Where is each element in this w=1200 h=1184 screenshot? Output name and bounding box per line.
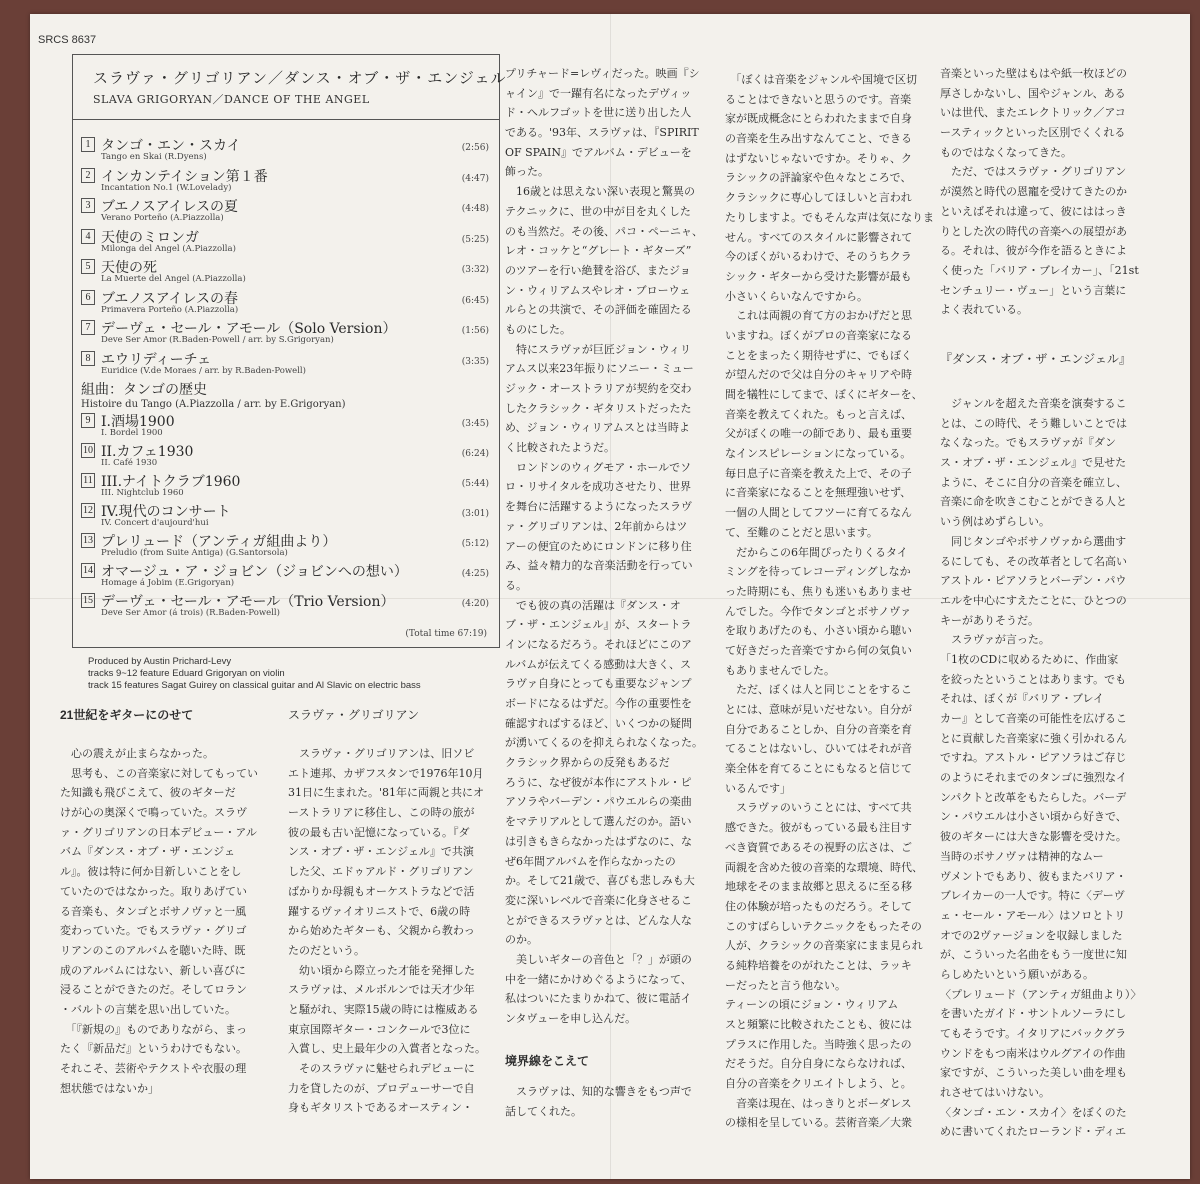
text-line: てもそうです。イタリアにバックグラ: [940, 1027, 1127, 1040]
text-line: 〈タンゴ・エン・スカイ〉をぼくのた: [940, 1105, 1127, 1119]
track-subtitle: Preludio (from Suite Antiga) (G.Santorsola): [101, 548, 288, 558]
text-line: ン・ウィリアムスやレオ・ブローウェ: [505, 283, 691, 297]
track-duration: (2:56): [461, 143, 489, 153]
text-line: ロ・リサイタルを成功させたり、世界: [505, 480, 692, 494]
text-line: らしめたいという願いがある。: [940, 967, 1094, 981]
track-title: II.カフェ1930: [101, 444, 194, 460]
text-line: ル』。彼は特に何か目新しいことをし: [60, 865, 242, 879]
text-line: べき資質であるその視野の広さは、ご: [725, 840, 912, 854]
text-line: が、こういった名曲をもう一度世に知: [940, 948, 1127, 962]
text-line: シック・ギターから受けた影響が最も: [725, 269, 912, 283]
text-line: 話してくれた。: [505, 1104, 582, 1118]
track-subtitle: I. Bordel 1900: [101, 428, 163, 438]
track-number: 11: [81, 473, 95, 488]
track-title: タンゴ・エン・スカイ: [101, 138, 241, 154]
essay-column-2: [288, 744, 486, 1118]
track-duration: (1:56): [461, 326, 489, 336]
text-line: に音楽家になることを無理強いせず、: [725, 486, 912, 500]
track-title: デーヴェ・セール・アモール（Trio Version）: [101, 594, 395, 610]
text-line: て好きだった音楽ですから何の気負い: [725, 643, 912, 657]
track-subtitle: II. Café 1930: [101, 458, 158, 468]
artist-heading: スラヴァ・グリゴリアン: [288, 708, 420, 722]
track-subtitle: Primavera Porteño (A.Piazzolla): [101, 304, 239, 315]
text-line: ラシックの評論家や色々なところで、: [725, 171, 912, 185]
text-line: てることはないし、ひいてはそれが音: [725, 742, 912, 756]
text-line: だからこの6年間ぴったりくるタイ: [725, 545, 908, 559]
text-line: した父、エドゥアルド・グリゴリアン: [288, 865, 474, 879]
text-line: 飾った。: [505, 165, 549, 179]
text-line: 「ぼくは音楽をジャンルや国境で区切: [725, 73, 918, 86]
section-heading-dance: 『ダンス・オブ・ザ・エンジェル』: [940, 352, 1131, 366]
track-duration: (3:45): [461, 419, 489, 429]
text-line: いは世代、またエレクトリック／アコ: [940, 106, 1126, 120]
section-heading-border: 境界線をこえて: [505, 1054, 590, 1068]
track-title: インカンテイション第１番: [101, 168, 268, 185]
text-line: 確認すればするほど、いくつかの疑問: [505, 716, 692, 730]
text-line: センチュリー・ヴュー」という言葉に: [940, 283, 1127, 297]
essay-column-3-tail: [505, 1082, 692, 1121]
text-line: のか。: [505, 933, 538, 947]
text-line: クラシック界からの反発もあるだ: [505, 756, 670, 770]
track-row: [81, 501, 491, 529]
text-line: テクニックに、世の中が目を丸くした: [505, 204, 691, 218]
text-line: ーストラリアに移住し、この時の旅が: [288, 806, 475, 820]
text-line: アソラやバーデン・パウエルらの楽曲: [505, 795, 692, 809]
text-line: ァ・グリゴリアンは、2年前からはツ: [505, 519, 688, 533]
text-line: リアンのこのアルバムを聴いた時、既: [60, 943, 246, 957]
text-line: よく表れている。: [940, 303, 1028, 317]
text-line: ェ・セール・アモール〉はソロとトリ: [940, 908, 1126, 922]
track-title: III.ナイトクラブ1960: [101, 474, 241, 490]
text-line: 彼の最も古い記憶になっている。『ダ: [288, 825, 470, 839]
text-line: スラヴァ・グリゴリアンは、旧ソビ: [288, 747, 475, 760]
track-row: [81, 196, 491, 224]
text-line: 音楽といった壁はもはや紙一枚ほどの: [940, 67, 1127, 80]
track-row: [81, 288, 491, 316]
text-line: 私はついにたまりかねて、彼に電話イ: [505, 992, 692, 1006]
track-number: 12: [83, 505, 93, 516]
text-line: ばかりか母親もオーケストラなどで活: [288, 884, 475, 898]
text-line: 力を貸したのが、プロデューサーで自: [288, 1081, 475, 1095]
track-row: [81, 135, 491, 163]
text-line: いるんです」: [725, 781, 791, 795]
text-line: 美しいギターの音色と「？」が頭の: [505, 952, 692, 966]
text-line: とは、この時代、そう難しいことでは: [940, 416, 1127, 430]
text-line: ス・オブ・ザ・エンジェル』で見せた: [940, 456, 1127, 470]
text-line: を絞ったということはあります。でも: [940, 672, 1127, 686]
track-number: 6: [81, 290, 95, 305]
text-line: たりしますよ。でもそんな声は気になりま: [725, 210, 934, 224]
text-line: カー』として音楽の可能性を広げるこ: [940, 712, 1127, 725]
text-line: 両親を含めた彼の音楽的な環境、時代、: [725, 860, 923, 874]
text-line: ろうに、なぜ彼が本作にアストル・ピ: [505, 775, 692, 789]
track-row: [81, 166, 491, 194]
text-line: ・バルトの言葉を思い出していた。: [60, 1002, 236, 1016]
text-line: 31日に生まれた。'81年に両親と共にオ: [288, 786, 485, 800]
text-line: 感できた。彼がもっている最も注目す: [725, 821, 912, 835]
text-line: 音楽は現在、はっきりとボーダレス: [725, 1096, 912, 1110]
text-line: それは、ぼくが『バリア・ブレイ: [940, 692, 1105, 706]
text-line: 「『新規の』ものでありながら、まっ: [60, 1022, 247, 1036]
text-line: もありませんでした。: [725, 663, 835, 677]
text-line: 浸ることができたのだ。そしてロラン: [60, 983, 247, 997]
track-title: オマージュ・ア・ジョビン（ジョビンへの想い）: [101, 564, 408, 580]
text-line: したクラシック・ギタリストだったた: [505, 401, 692, 415]
text-line: は引きもきらなかったはずなのに、な: [505, 834, 692, 848]
text-line: 同じタンゴやボサノヴァから選曲す: [940, 534, 1127, 548]
text-line: 中を一緒にかけめぐるようになって、: [505, 972, 692, 986]
text-line: をマテリアルとして選んだのか。語い: [505, 815, 692, 829]
text-line: ることはできないと思うのです。音楽: [725, 92, 912, 106]
text-line: 身もギタリストであるオースティン・: [288, 1101, 474, 1115]
text-line: の様相を呈している。芸術音楽／大衆: [725, 1116, 912, 1130]
text-line: った時期にも、焦りも迷いもありませ: [725, 584, 912, 598]
text-line: である。'93年、スラヴァは、『SPIRIT: [505, 126, 699, 140]
text-line: る純粋培養をのがれたことは、ラッキ: [725, 958, 912, 972]
text-line: を取りあげたのも、小さい頃から聴い: [725, 624, 912, 638]
text-line: ボードになるはずだ。今作の重要性を: [505, 697, 692, 710]
text-line: 当時のボサノヴァは精神的なムー: [940, 849, 1104, 863]
text-line: ラヴァ自身にとっても重要なジャンプ: [505, 677, 692, 691]
track-duration: (5:12): [461, 539, 489, 549]
track-number: 3: [81, 198, 95, 213]
track-duration: (6:24): [461, 449, 489, 459]
text-line: キーがありそうだ。: [940, 613, 1039, 627]
text-line: とができるスラヴァとは、どんな人な: [505, 913, 692, 927]
track-duration: (5:44): [461, 479, 489, 489]
text-line: なインスピレーションになっている。: [725, 447, 912, 461]
track-title: IV.現代のコンサート: [101, 504, 231, 520]
text-line: ースティックといった区別でくくれる: [940, 126, 1126, 140]
text-line: が湧いてくるのを抑えられなくなった。: [505, 736, 703, 750]
text-line: 入賞し、史上最年少の入賞者となった。: [288, 1042, 486, 1056]
text-line: 人が、クラシックの音楽家にまま見られ: [725, 939, 923, 953]
text-line: ぜ6年間アルバムを作らなかったの: [505, 854, 676, 868]
production-credits: [88, 656, 421, 692]
essay-column-5-bottom: [940, 394, 1141, 1142]
text-line: たのだという。: [288, 943, 365, 957]
text-line: 東京国際ギター・コンクールで3位に: [288, 1022, 471, 1036]
catalog-number: SRCS 8637: [38, 34, 97, 46]
text-line: んでした。今作でタンゴとボサノヴァ: [725, 604, 912, 618]
text-line: 自分であることしか、自分の音楽を育: [725, 722, 912, 736]
text-line: ルらとの共演で、その評価を確固たる: [505, 303, 692, 317]
text-line: ルバムが伝えてくる感動は大きく、ス: [505, 657, 692, 671]
track-number: 7: [81, 320, 95, 335]
text-line: ものにした。: [505, 322, 571, 336]
text-line: ン・パウエルは小さい頃から好きで、: [940, 810, 1127, 824]
text-line: 「1枚のCDに収めるために、作曲家: [940, 652, 1119, 666]
text-line: せん。すべてのスタイルに影響されて: [725, 230, 913, 244]
text-line: りとした次の時代の音楽への展望があ: [940, 224, 1127, 238]
track-title: I.酒場1900: [101, 414, 175, 430]
text-line: スラヴァは、メルボルンでは天才少年: [288, 983, 475, 997]
text-line: このすばらしいテクニックをもったその: [725, 919, 922, 933]
text-line: 毎日息子に音楽を教えた上で、その子: [725, 466, 912, 480]
text-line: の音楽を生み出すなんてこと、できる: [725, 132, 912, 146]
suite-title: 組曲：タンゴの歴史: [81, 382, 207, 398]
essay-column-4: [725, 70, 934, 1133]
track-number: 4: [81, 229, 95, 244]
text-line: て、至難のことだと思います。: [725, 525, 878, 539]
track-duration: (3:32): [461, 265, 489, 275]
text-line: ャイン』で一躍有名になったデヴィッ: [505, 86, 692, 100]
text-line: プラスに作用した。当時強く思ったの: [725, 1037, 912, 1051]
text-line: 自分の音楽をクリエイトしよう、と。: [725, 1077, 912, 1091]
track-row: [81, 441, 491, 469]
text-line: レオ・コッケと“グレート・ギターズ”: [505, 244, 692, 258]
text-line: ですね。アストル・ピアソラはご存じ: [940, 751, 1127, 765]
text-line: ンパクトと改革をもたらした。バーデ: [940, 790, 1127, 804]
track-number: 10: [83, 445, 93, 456]
text-line: 小さいくらいなんですから。: [725, 289, 868, 303]
text-line: ンス・オブ・ザ・エンジェル』で共演: [288, 845, 474, 859]
text-line: けが心の奥深くで鳴っていた。スラヴ: [60, 806, 247, 820]
track-row: [81, 591, 491, 619]
track-title: ブエノスアイレスの春: [101, 290, 239, 307]
text-line: といえばそれは違って、彼にははっき: [940, 204, 1127, 218]
credit-line: track 15 features Sagat Guirey on classical guitar and Al Slavic on electric bass: [88, 680, 421, 691]
text-line: それこそ、芸術やテクストや衣服の理: [60, 1062, 247, 1075]
text-line: 躍するヴァイオリニストで、6歳の時: [288, 904, 471, 918]
text-line: 変に深いレベルで音楽に化身させるこ: [505, 893, 692, 907]
track-row: [81, 411, 491, 439]
text-line: とには、意味が見いだせない。自分が: [725, 703, 912, 716]
text-line: 間を犠牲にしてまで、ぼくにギターを、: [725, 388, 923, 401]
track-title: デーヴェ・セール・アモール（Solo Version）: [101, 321, 397, 337]
track-title: エウリディーチェ: [101, 351, 212, 368]
text-line: ド・ヘルフゴットを世に送り出した人: [505, 106, 692, 120]
text-line: いますね。ぼくがプロの音楽家になる: [725, 328, 912, 342]
text-line: はずないじゃないですか。そりゃ、ク: [725, 151, 912, 165]
text-line: ジック・オーストラリアが契約を交わ: [505, 382, 692, 395]
text-line: でも彼の真の活躍は『ダンス・オ: [505, 598, 681, 612]
track-duration: (6:45): [461, 295, 489, 306]
text-line: 〈プレリュード（アンティガ組曲より）〉: [940, 987, 1142, 1001]
text-line: ただ、ぼくは人と同じことをするこ: [725, 683, 912, 697]
track-number: 15: [83, 595, 93, 606]
text-line: 父がぼくの唯一の師であり、最も重要: [725, 427, 912, 441]
text-line: ヴメントでもあり、彼もまたバリア・: [940, 869, 1127, 883]
text-line: る。それは、彼が今作を語るときによ: [940, 244, 1127, 258]
text-line: プリチャード=レヴィだった。映画『シ: [505, 67, 700, 80]
text-line: だそうだ。自分自身にならなければ、: [725, 1057, 912, 1071]
text-line: ものではなくなってきた。: [940, 145, 1072, 159]
text-line: 変わっていた。でもスラヴァ・グリゴ: [60, 924, 247, 938]
text-line: ロンドンのウィグモア・ホールでソ: [505, 460, 692, 474]
text-line: のも当然だ。その後、パコ・ペーニャ、: [505, 224, 703, 238]
text-line: ミングを待ってレコーディングしなか: [725, 565, 911, 579]
essay-column-3: [505, 64, 703, 1029]
title-divider: [73, 119, 499, 120]
text-line: る。: [505, 578, 527, 592]
text-line: 家が既成概念にとらわれたままで自身: [725, 112, 912, 126]
text-line: そのスラヴァに魅せられデビューに: [288, 1062, 475, 1075]
text-line: ただ、ではスラヴァ・グリゴリアン: [940, 165, 1127, 179]
text-line: アストル・ピアソラとバーデン・パウ: [940, 574, 1127, 588]
text-line: エト連邦、カザフスタンで1976年10月: [288, 766, 484, 780]
track-number: 5: [81, 259, 95, 274]
track-subtitle: Tango en Skai (R.Dyens): [101, 152, 207, 162]
text-line: これは両親の育て方のおかげだと思: [725, 309, 912, 323]
track-title: 天使のミロンガ: [101, 229, 199, 246]
track-subtitle: IV. Concert d'aujourd'hui: [101, 518, 209, 528]
text-line: 住の体験が培ったものだろう。そして: [725, 899, 912, 913]
text-line: ティーンの頃にジョン・ウィリアム: [725, 998, 899, 1012]
text-line: とに貢献した音楽家に強く引かれるん: [940, 731, 1127, 745]
text-line: 16歳とは思えない深い表現と驚異の: [505, 185, 695, 199]
track-duration: (4:20): [461, 599, 489, 609]
track-subtitle: La Muerte del Angel (A.Piazzolla): [101, 274, 246, 284]
text-line: バム『ダンス・オブ・ザ・エンジェ: [60, 845, 235, 859]
total-time: (Total time 67:19): [405, 629, 487, 639]
track-row: [81, 471, 491, 499]
track-row: [81, 349, 491, 377]
text-line: 家ですが、こういった美しい曲を埋も: [940, 1066, 1127, 1080]
suite-subtitle: Histoire du Tango (A.Piazzolla / arr. by E.Grigoryan): [81, 399, 346, 410]
track-row: [81, 318, 491, 346]
track-subtitle: Milonga del Angel (A.Piazzolla): [101, 243, 236, 254]
text-line: ように、そこに自分の音楽を確立し、: [940, 475, 1127, 489]
text-line: 成のアルバムにはない、新しい喜びに: [60, 963, 246, 977]
text-line: 思考も、この音楽家に対してもってい: [60, 766, 258, 780]
track-subtitle: Euridice (V.de Moraes / arr. by R.Baden-Powell): [101, 365, 306, 376]
text-line: る音楽も、タンゴとボサノヴァと一風: [60, 904, 247, 918]
track-subtitle: III. Nightclub 1960: [101, 488, 184, 498]
text-line: 特にスラヴァが巨匠ジョン・ウィリ: [505, 342, 692, 356]
text-line: ブ・ザ・エンジェル』が、スタートラ: [505, 618, 692, 632]
text-line: たく『新品だ』というわけでもない。: [60, 1042, 247, 1056]
text-line: れさせてはいけない。: [940, 1086, 1050, 1100]
track-duration: (3:35): [461, 356, 489, 367]
credit-line: Produced by Austin Prichard-Levy: [88, 656, 232, 667]
track-number: 9: [81, 413, 95, 428]
text-line: めに書いてくれたローランド・ディエ: [940, 1125, 1127, 1139]
text-line: 心の震えが止まらなかった。: [60, 747, 214, 760]
track-subtitle: Deve Ser Amor (R.Baden-Powell / arr. by S.Grigoryan): [101, 335, 334, 345]
text-line: ーだったと言う他ない。: [725, 978, 846, 992]
text-line: み、益々精力的な音楽活動を行ってい: [505, 559, 693, 573]
track-duration: (4:48): [461, 204, 489, 214]
track-number: 1: [81, 137, 95, 152]
credit-line: tracks 9~12 feature Eduard Grigoryan on violin: [88, 668, 285, 679]
text-line: るにしても、その改革者として名高い: [940, 554, 1127, 568]
text-line: か。そして21歳で、喜びも悲しみも大: [505, 874, 695, 888]
text-line: 想状態ではないか」: [60, 1081, 159, 1095]
text-line: のようにそれまでのタンゴに強烈なイ: [940, 771, 1127, 785]
text-line: た知識も飛びこえて、彼のギターだ: [60, 786, 236, 800]
text-line: め、ジョン・ウィリアムスとは当時よ: [505, 421, 690, 435]
text-line: ことをまったく期待せずに、でもぼく: [725, 348, 912, 362]
text-line: オでの2ヴァージョンを収録しました: [940, 928, 1123, 942]
album-title-en: SLAVA GRIGORYAN／DANCE OF THE ANGEL: [93, 93, 370, 106]
track-number: 8: [81, 351, 95, 366]
text-line: を舞台に活躍するようになったスラヴ: [505, 500, 692, 514]
essay-column-1: [60, 744, 258, 1098]
text-line: スラヴァのいうことには、すべて共: [725, 801, 912, 815]
text-line: から始めたギターも、父親から教わっ: [288, 924, 475, 938]
text-line: 地球をそのまま故郷と思えるに至る移: [725, 880, 912, 894]
text-line: スと頻繁に比較されたことも、彼には: [725, 1018, 912, 1031]
text-line: 幼い頃から際立った才能を発揮した: [288, 963, 475, 977]
text-line: いう例はめずらしい。: [940, 515, 1050, 529]
essay-heading: 21世紀をギターにのせて: [60, 708, 194, 722]
text-line: インになるだろう。それほどにこのア: [505, 637, 692, 651]
text-line: スラヴァは、知的な響きをもつ声で: [505, 1085, 692, 1098]
text-line: エルを中心にすえたことに、ひとつの: [940, 593, 1127, 607]
text-line: なくなった。でもスラヴァが『ダン: [940, 436, 1116, 450]
text-line: ウンドをもつ南米はウルグアイの作曲: [940, 1046, 1126, 1060]
text-line: と騒がれ、実際15歳の時には権威ある: [288, 1002, 479, 1016]
track-title: プレリュード（アンティガ組曲より）: [101, 534, 337, 550]
text-line: のツアーを行い絶賛を浴び、またジョ: [505, 263, 691, 277]
text-line: 音楽に命を吹きこむことができる人と: [940, 495, 1127, 509]
liner-notes-sheet: [30, 14, 1190, 1179]
text-line: が漠然と時代の恩寵を受けてきたのか: [940, 185, 1127, 199]
text-line: く使った「バリア・ブレイカー」、「21st: [940, 263, 1139, 277]
text-line: ァ・グリゴリアンの日本デビュー・アル: [60, 825, 257, 839]
track-number: 14: [83, 565, 93, 576]
text-line: ンタヴューを申し込んだ。: [505, 1012, 637, 1025]
track-subtitle: Incantation No.1 (W.Lovelady): [101, 182, 232, 193]
text-line: アーの便宜のためにロンドンに移り住: [505, 539, 692, 553]
text-line: 楽全体を育てることにもなると信じて: [725, 762, 912, 776]
track-duration: (4:25): [461, 569, 489, 579]
track-subtitle: Deve Ser Amor (á trois) (R.Baden-Powell): [101, 608, 280, 618]
track-row: [81, 531, 491, 559]
text-line: ていたのではなかった。取りあげてい: [60, 884, 247, 898]
track-title: 天使の死: [101, 260, 157, 276]
essay-column-5-top: [940, 64, 1139, 320]
track-title: ブエノスアイレスの夏: [101, 199, 239, 215]
text-line: く比較されたようだ。: [505, 441, 615, 455]
track-subtitle: Homage á Jobim (E.Grigoryan): [101, 578, 235, 588]
text-line: 今のぼくがいるわけで、そのうちクラ: [725, 250, 912, 264]
text-line: OF SPAIN』でアルバム・デビューを: [505, 145, 692, 159]
track-row: [81, 257, 491, 285]
text-line: ジャンルを超えた音楽を演奏するこ: [940, 397, 1127, 410]
text-line: 音楽を教えてくれた。もっと言えば、: [725, 407, 912, 421]
text-line: ブレイカーの一人です。特に〈デーヴ: [940, 889, 1125, 903]
text-line: クラシックに専心してほしいと言われ: [725, 191, 912, 205]
track-duration: (3:01): [461, 509, 489, 519]
text-line: が望んだので父は自分のキャリアや時: [725, 368, 912, 382]
tracklist-box: [72, 54, 507, 648]
text-line: 彼のギターには大きな影響を受けた。: [940, 830, 1127, 844]
track-row: [81, 561, 491, 589]
album-title-jp: スラヴァ・グリゴリアン／ダンス・オブ・ザ・エンジェル: [93, 69, 507, 87]
text-line: を書いたガイド・サントルソーラにし: [940, 1007, 1127, 1021]
track-row: [81, 227, 491, 255]
text-line: アムス以来23年振りにソニー・ミュー: [505, 362, 694, 376]
track-number: 13: [83, 535, 93, 546]
track-duration: (4:47): [461, 173, 489, 184]
track-subtitle: Verano Porteño (A.Piazzolla): [101, 213, 224, 223]
text-line: 一個の人間としてフツーに育てるなん: [725, 506, 912, 520]
text-line: スラヴァが言った。: [940, 633, 1050, 647]
track-duration: (5:25): [461, 234, 489, 245]
track-number: 2: [81, 168, 95, 183]
text-line: 厚さしかないし、国やジャンル、ある: [940, 86, 1126, 100]
